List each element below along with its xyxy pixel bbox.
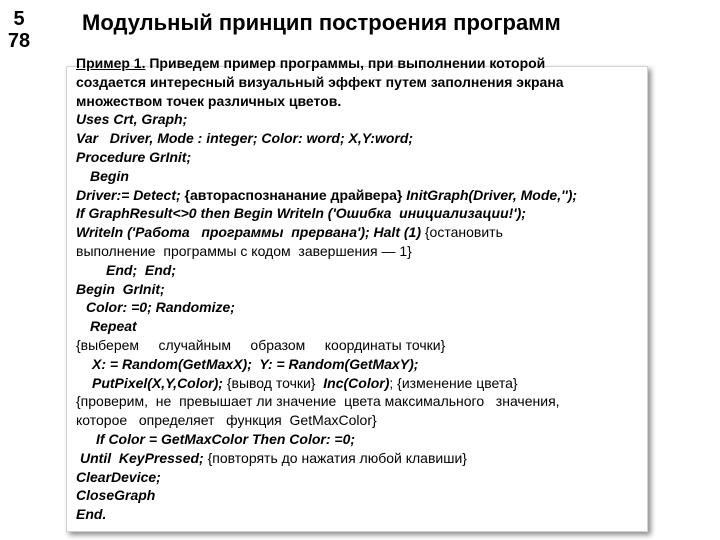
intro-text-2: создается интересный визуальный эффект путем заполнения экрана bbox=[76, 73, 564, 90]
code-line-color-init bbox=[76, 298, 676, 317]
code-text-random: X: = Random(GetMaxX); Y: = Random(GetMaxY); bbox=[92, 355, 419, 372]
code-line-until bbox=[76, 449, 676, 468]
code-text-var: Var Driver, Mode : integer; Color: word; X,Y:word; bbox=[76, 130, 414, 147]
code-text-procedure: Procedure GrInit; bbox=[76, 148, 192, 165]
program-listing bbox=[76, 54, 676, 524]
code-text-cleardevice: ClearDevice; bbox=[76, 468, 161, 485]
code-graphresult-end: '); bbox=[513, 205, 526, 222]
intro-line-3 bbox=[76, 92, 676, 111]
code-line-if-color bbox=[76, 430, 676, 449]
code-line-begin bbox=[76, 167, 676, 186]
code-text-uses: Uses Crt, Graph; bbox=[76, 111, 188, 128]
code-halt: '); Halt (1) bbox=[356, 224, 425, 241]
code-line-end bbox=[76, 505, 676, 524]
code-text-begin: Begin bbox=[90, 167, 129, 184]
code-line-uses bbox=[76, 110, 676, 129]
code-inc-color: Inc(Color) bbox=[323, 374, 390, 391]
code-line-closegraph bbox=[76, 486, 676, 505]
code-until: Until KeyPressed; bbox=[80, 449, 208, 466]
comment-line-getmaxcolor bbox=[76, 411, 676, 430]
comment-check: {проверим, не превышает ли значение цвета максимального значения, bbox=[76, 393, 560, 410]
comment-halt-start: {остановить bbox=[424, 224, 503, 241]
comment-change-color: ; {изменение цвета} bbox=[389, 374, 518, 391]
comment-line-choose-point bbox=[76, 336, 676, 355]
code-detect: Driver:= Detect; bbox=[76, 186, 185, 203]
slide-number-top: 5 bbox=[13, 8, 25, 30]
comment-autodetect: {автораспознанание драйвера} bbox=[184, 186, 407, 203]
code-line-cleardevice bbox=[76, 468, 676, 487]
intro-line-2 bbox=[76, 73, 676, 92]
code-line-putpixel bbox=[76, 374, 676, 393]
code-initgraph: InitGraph(Driver, Mode,''); bbox=[406, 186, 578, 203]
code-line-repeat bbox=[76, 317, 676, 336]
comment-line-check bbox=[76, 392, 676, 411]
code-text-end-end: End; End; bbox=[106, 261, 176, 278]
code-graphresult: If GraphResult<>0 then Begin Writeln (' bbox=[76, 205, 336, 222]
slide-number bbox=[0, 8, 38, 52]
code-text-begin-grinit: Begin GrInit; bbox=[76, 280, 165, 297]
comment-output-point: {вывод точки} bbox=[226, 374, 324, 391]
code-line-var bbox=[76, 129, 676, 148]
comment-repeat-until-key: {повторять до нажатия любой клавиши} bbox=[207, 449, 467, 466]
code-putpixel: PutPixel(X,Y,Color); bbox=[92, 374, 227, 391]
message-init-error: Ошибка инициализации! bbox=[335, 205, 514, 222]
code-line-random bbox=[76, 355, 676, 374]
slide-title: Модульный принцип построения программ bbox=[82, 10, 561, 35]
example-label: Пример 1. bbox=[76, 55, 146, 71]
comment-halt-end: выполнение программы с кодом завершения — 1} bbox=[76, 242, 412, 259]
code-text-if-color: If Color = GetMaxColor Then Color: =0; bbox=[96, 430, 356, 447]
comment-choose-point: {выберем случайным образом координаты точки} bbox=[76, 336, 446, 353]
slide-number-bottom: 78 bbox=[7, 30, 31, 52]
comment-line-halt bbox=[76, 242, 676, 261]
code-line-detect bbox=[76, 186, 676, 205]
code-line-end-end bbox=[76, 261, 676, 280]
code-text-closegraph: CloseGraph bbox=[76, 487, 156, 504]
code-line-begin-grinit bbox=[76, 280, 676, 299]
code-line-writeln bbox=[76, 223, 676, 242]
intro-text-3: множеством точек различных цветов. bbox=[76, 92, 342, 109]
example-intro: Приведем пример программы, при выполнении которой bbox=[145, 55, 546, 71]
code-text-end: End. bbox=[76, 506, 107, 523]
code-text-color-init: Color: =0; Randomize; bbox=[86, 299, 235, 316]
code-line-procedure bbox=[76, 148, 676, 167]
code-writeln: Writeln (' bbox=[76, 224, 136, 241]
comment-getmaxcolor: которое определяет функция GetMaxColor} bbox=[76, 412, 377, 429]
code-text-repeat: Repeat bbox=[90, 318, 137, 335]
example-heading-line bbox=[76, 54, 676, 73]
message-aborted: Работа программы прервана bbox=[135, 224, 357, 241]
code-line-graphresult bbox=[76, 204, 676, 223]
